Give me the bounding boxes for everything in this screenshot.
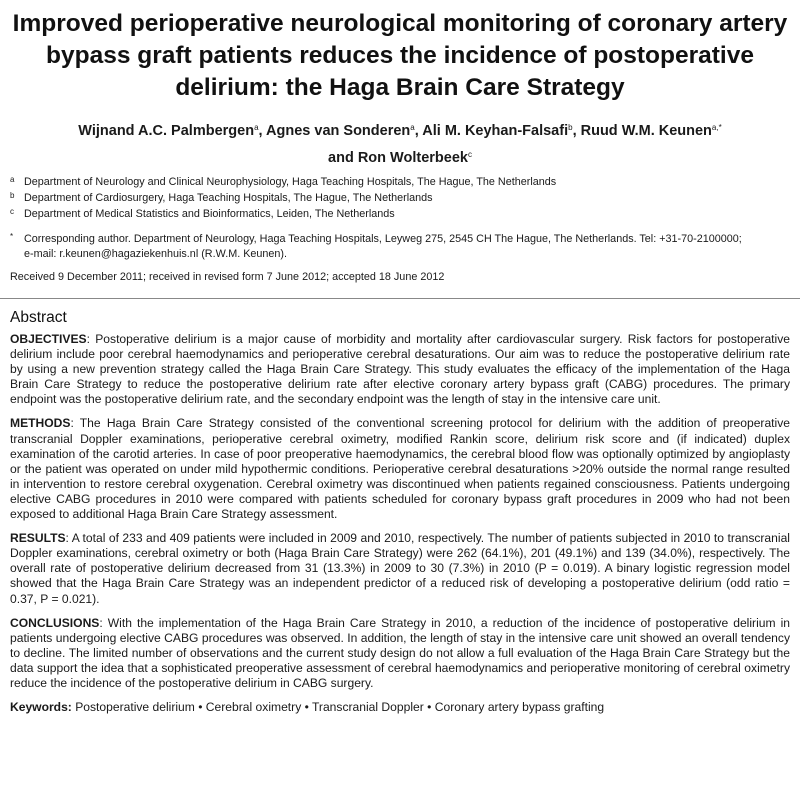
objectives-paragraph: OBJECTIVES: Postoperative delirium is a major cause of morbidity and mortality after cardiovascular surgery. Risk factors for postoperative delirium include poor cerebral haemodynamics and perioperative cerebral desaturations. Our aim was to reduce the postoperative delirium rate by using a new prevention strategy called the Haga Brain Care Strategy. This study evaluates the efficacy of the implementation of the Haga Brain Care Strategy to reduce the postoperative delirium rate after elective coronary artery bypass graft (CABG) procedures. The primary endpoint was the postoperative delirium rate, and the secondary endpoint was the length of stay in the intensive care unit. xyxy=(10,332,790,407)
author-affiliation-mark: a,* xyxy=(711,123,722,132)
conclusions-paragraph: CONCLUSIONS: With the implementation of the Haga Brain Care Strategy in 2010, a reduction of the incidence of postoperative delirium in patients undergoing elective CABG procedures was observed. In addition, the length of stay in the intensive care unit showed an overall tendency to decline. The limited number of observations and the current study design do not allow a full evaluation of the Haga Brain Care Strategy but the data support the idea that a sophisticated preoperative assessment of cerebral haemodynamics and perioperative monitoring of cerebral oximetry reduce the incidence of the postoperative delirium in CABG surgery. xyxy=(10,615,790,690)
corresponding-author-note: * Corresponding author. Department of Neurology, Haga Teaching Hospitals, Leyweg 275, 2545 CH The Hague, The Netherlands. Tel: +31-70-2100000; e-mail: r.keunen@hagaziekenhuis.nl (R.W.M. Keunen). xyxy=(10,232,742,260)
methods-paragraph: METHODS: The Haga Brain Care Strategy consisted of the conventional screening protocol for delirium with the addition of preoperative transcranial Doppler examinations, perioperative cerebral oximetry, modified Rankin score, delirium risk score and (if indicated) duplex examination of the carotid arteries. In case of poor preoperative haemodynamics, the cerebral blood flow was optionally optimized by angioplasty or the patient was operated on under mild hypothermic conditions. Perioperative cerebral desaturations >20% outside the normal range resulted in intervention to restore cerebral oxygenation. Cerebral oximetry was discontinued when patients regained consciousness. Patients undergoing elective CABG procedures in 2010 were compared with patients scheduled for coronary bypass graft procedures in 2009 who had not been exposed to additional Haga Brain Care Strategy assessment. xyxy=(10,416,790,522)
author-affiliation-mark: a xyxy=(254,123,259,132)
results-paragraph: RESULTS: A total of 233 and 409 patients were included in 2009 and 2010, respectively. The number of patients subjected in 2010 to transcranial Doppler examinations, cerebral oximetry or both (Haga Brain Care Strategy) were 262 (64.1%), 201 (49.1%) and 139 (34.0%), respectively. The overall rate of postoperative delirium decreased from 31 (13.3%) in 2009 to 30 (7.3%) in 2010 (P = 0.019). A binary logistic regression model showed that the Haga Brain Care Strategy was an independent predictor of a reduced risk of developing a postoperative delirium (odd ratio = 0.37, P = 0.021). xyxy=(10,531,790,606)
author-affiliation-mark: a xyxy=(410,123,415,132)
keywords-line: Keywords: Postoperative delirium • Cerebral oximetry • Transcranial Doppler • Coronary artery bypass grafting xyxy=(10,700,605,715)
affiliation-item: b Department of Cardiosurgery, Haga Teaching Hospitals, The Hague, The Netherlands xyxy=(10,191,433,204)
author-affiliation-mark: b xyxy=(568,123,573,132)
author-list: Wijnand A.C. Palmbergen$^a$, Agnes van Sonderen$^a$, Ali M. Keyhan-Falsafi$^b$, Ruud W.M. Keunen$^{a,*}$ and Ron Wolterbeek$^c$ xyxy=(78,123,722,166)
abstract-body xyxy=(10,332,790,715)
received-dates: Received 9 December 2011; received in revised form 7 June 2012; accepted 18 June 2012 xyxy=(10,271,445,283)
affiliation-list xyxy=(10,173,790,221)
author-name: Wijnand A.C. Palmbergen xyxy=(78,123,255,139)
affiliation-item: c Department of Medical Statistics and Bioinformatics, Leiden, The Netherlands xyxy=(10,207,395,220)
contact-email: e-mail: r.keunen@hagaziekenhuis.nl (R.W.M. Keunen). xyxy=(24,247,288,260)
section-divider xyxy=(0,298,800,299)
abstract-heading: Abstract xyxy=(10,309,67,326)
paper-title: Improved perioperative neurological monitoring of coronary artery bypass graft patients reduces the incidence of postoperative delirium: the Haga Brain Care Strategy xyxy=(12,10,788,101)
affiliation-item: a Department of Neurology and Clinical Neurophysiology, Haga Teaching Hospitals, The Hague, The Netherlands xyxy=(10,175,557,188)
author-name: Ali M. Keyhan-Falsafi xyxy=(422,123,569,139)
author-name: and Ron Wolterbeek xyxy=(328,150,468,166)
author-name: Agnes van Sonderen xyxy=(266,123,411,139)
author-affiliation-mark: c xyxy=(467,150,472,159)
author-name: Ruud W.M. Keunen xyxy=(580,123,712,139)
